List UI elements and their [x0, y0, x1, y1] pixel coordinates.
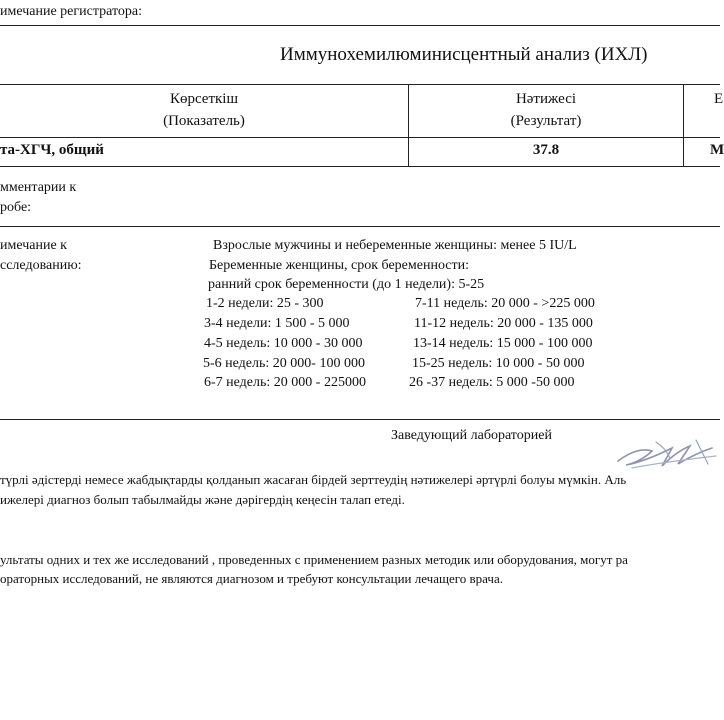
lab-head-label: Заведующий лабораторией — [391, 428, 552, 443]
study-note-label-2: сследованию: — [0, 258, 82, 273]
result-header-kz: Нәтижесі — [515, 91, 577, 107]
registrar-note-label: имечание регистратора: — [0, 4, 143, 19]
lab-head-signature — [612, 428, 720, 476]
reference-line-adults: Взрослые мужчины и небеременные женщины: менее 5 IU/L — [213, 238, 577, 253]
result-header-ru: (Результат) — [510, 113, 582, 129]
week-range-right: 15-25 недель: 10 000 - 50 000 — [412, 356, 585, 371]
week-range-right: 26 -37 недель: 5 000 -50 000 — [409, 375, 575, 390]
week-range-right: 13-14 недель: 15 000 - 100 000 — [413, 336, 593, 351]
analysis-title: Иммунохемилюминисцентный анализ (ИХЛ) — [280, 44, 648, 65]
week-range-left: 3-4 недели: 1 500 - 5 000 — [204, 316, 350, 331]
indicator-header-ru: (Показатель) — [163, 113, 245, 129]
week-range-right: 11-12 недель: 20 000 - 135 000 — [414, 316, 593, 331]
week-range-left: 1-2 недели: 25 - 300 — [206, 296, 324, 311]
table-top-border — [0, 84, 720, 85]
table-bottom-border — [0, 166, 720, 167]
sample-comment-label-2: робе: — [0, 200, 32, 215]
week-range-left: 5-6 недель: 20 000- 100 000 — [203, 356, 365, 371]
unit-cell: М — [710, 142, 724, 158]
reference-line-pregnant: Беременные женщины, срок беременности: — [209, 258, 470, 273]
indicator-header-kz: Көрсеткіш — [169, 91, 239, 107]
top-divider — [0, 25, 720, 26]
reference-line-early: ранний срок беременности (до 1 недели): 5-25 — [208, 277, 485, 292]
table-col-divider-2 — [683, 84, 684, 166]
table-header-border — [0, 137, 720, 138]
disclaimer-ru-line-1: ультаты одних и тех же исследований , проведенных с применением разных методик или оборудования, могут ра — [0, 552, 628, 567]
disclaimer-kz-line-2: ижелері диагноз болып табылмайды және дәрігердің кеңесін талап етеді. — [0, 492, 405, 507]
week-range-left: 6-7 недель: 20 000 - 225000 — [204, 375, 366, 390]
disclaimer-ru-line-2: оратoрных исследований, не являются диагнозом и требуют консультации лечащего врача. — [0, 571, 503, 586]
indicator-cell: та-ХГЧ, общий — [0, 142, 104, 158]
week-range-right: 7-11 недель: 20 000 - >225 000 — [415, 296, 595, 311]
unit-header: Е — [714, 91, 724, 107]
comment-divider — [0, 226, 720, 227]
week-range-left: 4-5 недель: 10 000 - 30 000 — [204, 336, 363, 351]
disclaimer-kz-line-1: түрлі әдістерді немесе жабдықтарды қолданып жасаған бірдей зерттеудің нәтижелері әртүрлі болуы мүмкін. Аль — [0, 472, 627, 487]
study-note-label-1: имечание к — [0, 238, 67, 253]
note-divider — [0, 419, 720, 420]
result-cell: 37.8 — [532, 142, 560, 158]
sample-comment-label-1: мментарии к — [0, 180, 77, 195]
